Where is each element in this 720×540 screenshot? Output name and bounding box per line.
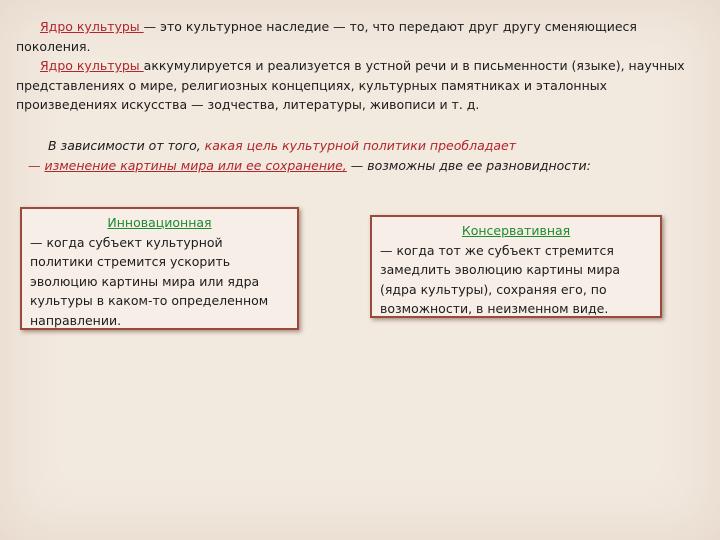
policy-intro: В зависимости от того, [48, 138, 205, 153]
accumulation-paragraph [16, 56, 706, 115]
innovative-text: — когда субъект культурной политики стремится ускорить эволюцию картины мира или ядра культуры в каком-то определенном направлении. [30, 234, 269, 328]
accumulation-text: аккумулируется и реализуется в устной речи и в письменности (языке), научных представлениях о мире, религиозных концепциях, культурных памятниках и эталонных произведениях искусства — зодчества, литературы, живописи и т. д. [16, 58, 685, 112]
conservative-box [370, 215, 662, 318]
policy-options: изменение картины мира или ее сохранение, [44, 158, 347, 173]
innovative-box [20, 207, 299, 330]
policy-conclusion: — возможны две ее разновидности: [346, 158, 591, 173]
definition-text: — это культурное наследие — то, что передают друг другу сменяющиеся поколения. [16, 19, 637, 54]
policy-goal: какая цель культурной политики преобладает [204, 138, 517, 153]
term-culture-core-2: Ядро культуры [40, 58, 144, 73]
definition-paragraph [16, 17, 706, 56]
policy-dash: — [28, 158, 45, 173]
term-culture-core: Ядро культуры [40, 19, 144, 34]
conservative-text: — когда тот же субъект стремится замедлить эволюцию картины мира (ядра культуры), сохраняя его, по возможности, в неизменном виде. [380, 242, 621, 316]
innovative-title: Инновационная [107, 215, 212, 230]
policy-paragraph [28, 136, 688, 176]
conservative-title: Консервативная [461, 223, 571, 238]
